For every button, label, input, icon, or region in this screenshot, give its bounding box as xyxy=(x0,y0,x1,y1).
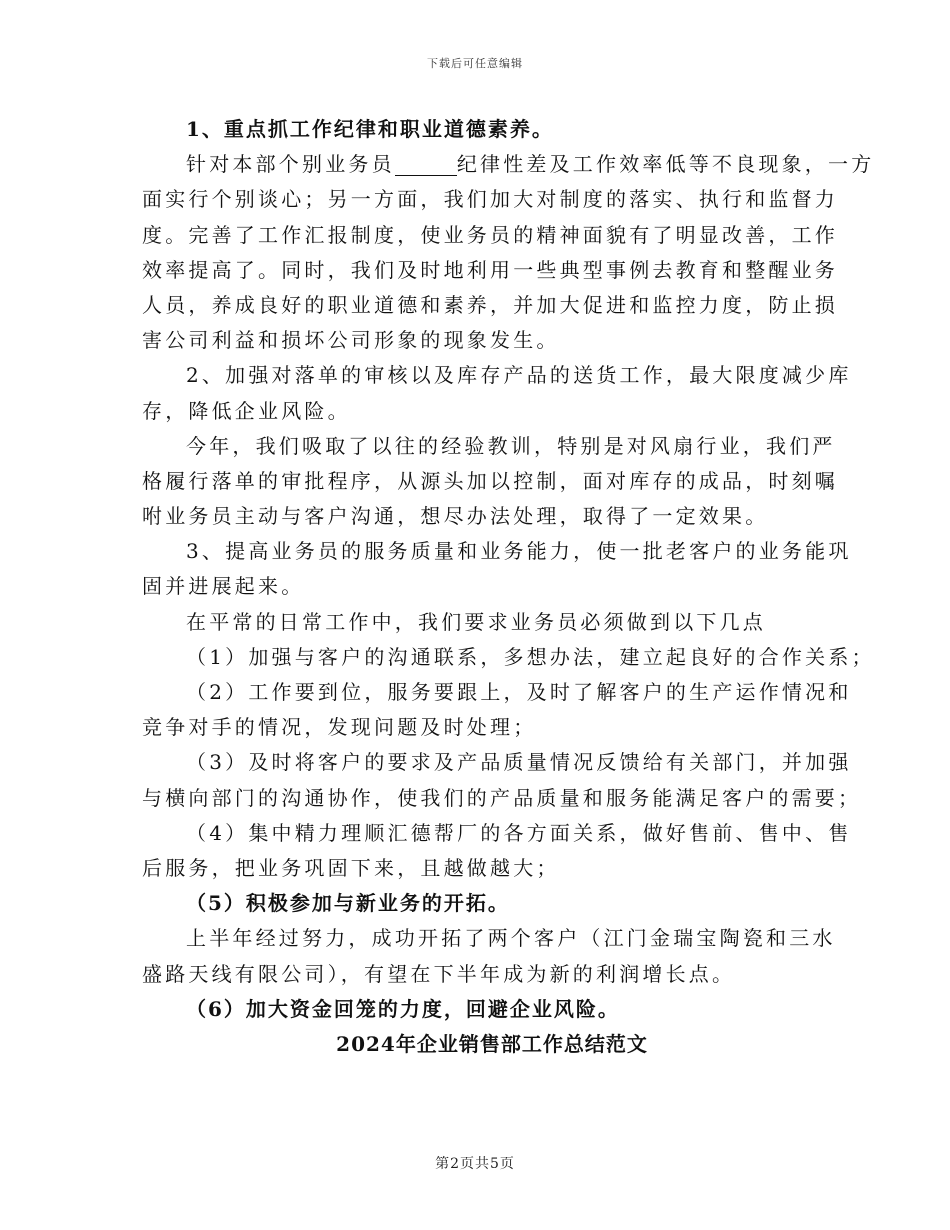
paragraph-line: 面实行个别谈心；另一方面，我们加大对制度的落实、执行和监督力 xyxy=(142,187,838,212)
section-heading-2-cont: 存，降低企业风险。 xyxy=(142,398,351,423)
list-item-2: （2）工作要到位，服务要跟上，及时了解客户的生产运作情况和 xyxy=(186,680,852,704)
document-title: 2024年企业销售部工作总结范文 xyxy=(336,1031,648,1056)
paragraph-line: 在平常的日常工作中，我们要求业务员必须做到以下几点 xyxy=(186,609,766,634)
fill-in-blank xyxy=(395,153,457,176)
paragraph-line: 咐业务员主动与客户沟通，想尽办法处理，取得了一定效果。 xyxy=(142,504,769,529)
section-heading-3-cont: 固并进展起来。 xyxy=(142,574,305,599)
paragraph-line: 上半年经过努力，成功开拓了两个客户（江门金瑞宝陶瓷和三水 xyxy=(186,926,836,951)
paragraph-line: 效率提高了。同时，我们及时地利用一些典型事例去教育和整醒业务 xyxy=(142,257,838,282)
list-item-6: （6）加大资金回笼的力度，回避企业风险。 xyxy=(186,996,620,1021)
page-footer: 第2页共5页 xyxy=(435,1156,515,1172)
list-item-2-cont: 竞争对手的情况，发现问题及时处理； xyxy=(142,715,537,740)
list-item-4: （4）集中精力理顺汇德帮厂的各方面关系，做好售前、售中、售 xyxy=(186,820,852,845)
paragraph-line xyxy=(142,147,875,182)
section-heading-1: 1、重点抓工作纪律和职业道德素养。 xyxy=(186,117,554,141)
paragraph-line: 今年，我们吸取了以往的经验教训，特别是对风扇行业，我们严 xyxy=(186,433,836,458)
section-heading-3: 3、提高业务员的服务质量和业务能力，使一批老客户的业务能巩 xyxy=(186,539,852,564)
paragraph-text: 纪律性差及工作效率低等不良现象，一方 xyxy=(456,152,875,177)
list-item-1: （1）加强与客户的沟通联系，多想办法，建立起良好的合作关系； xyxy=(186,644,875,669)
paragraph-line: 害公司利益和损坏公司形象的现象发生。 xyxy=(142,328,560,353)
paragraph-line: 人员，养成良好的职业道德和素养，并加大促进和监控力度，防止损 xyxy=(142,292,838,317)
document-body xyxy=(142,112,875,1062)
page-header: 下载后可任意编辑 xyxy=(427,57,523,70)
paragraph-line: 度。完善了工作汇报制度，使业务员的精神面貌有了明显改善，工作 xyxy=(142,222,838,247)
list-item-3-cont: 与横向部门的沟通协作，使我们的产品质量和服务能满足客户的需要； xyxy=(142,785,862,810)
list-item-4-cont: 后服务，把业务巩固下来，且越做越大； xyxy=(142,855,560,880)
list-item-3: （3）及时将客户的要求及产品质量情况反馈给有关部门，并加强 xyxy=(186,750,852,775)
paragraph-text: 针对本部个别业务员 xyxy=(186,152,395,177)
section-heading-2: 2、加强对落单的审核以及库存产品的送货工作，最大限度减少库 xyxy=(186,363,852,388)
paragraph-line: 盛路天线有限公司），有望在下半年成为新的利润增长点。 xyxy=(142,961,736,986)
list-item-5: （5）积极参加与新业务的开拓。 xyxy=(186,891,510,916)
paragraph-line: 格履行落单的审批程序，从源头加以控制，面对库存的成品，时刻嘱 xyxy=(142,468,838,493)
